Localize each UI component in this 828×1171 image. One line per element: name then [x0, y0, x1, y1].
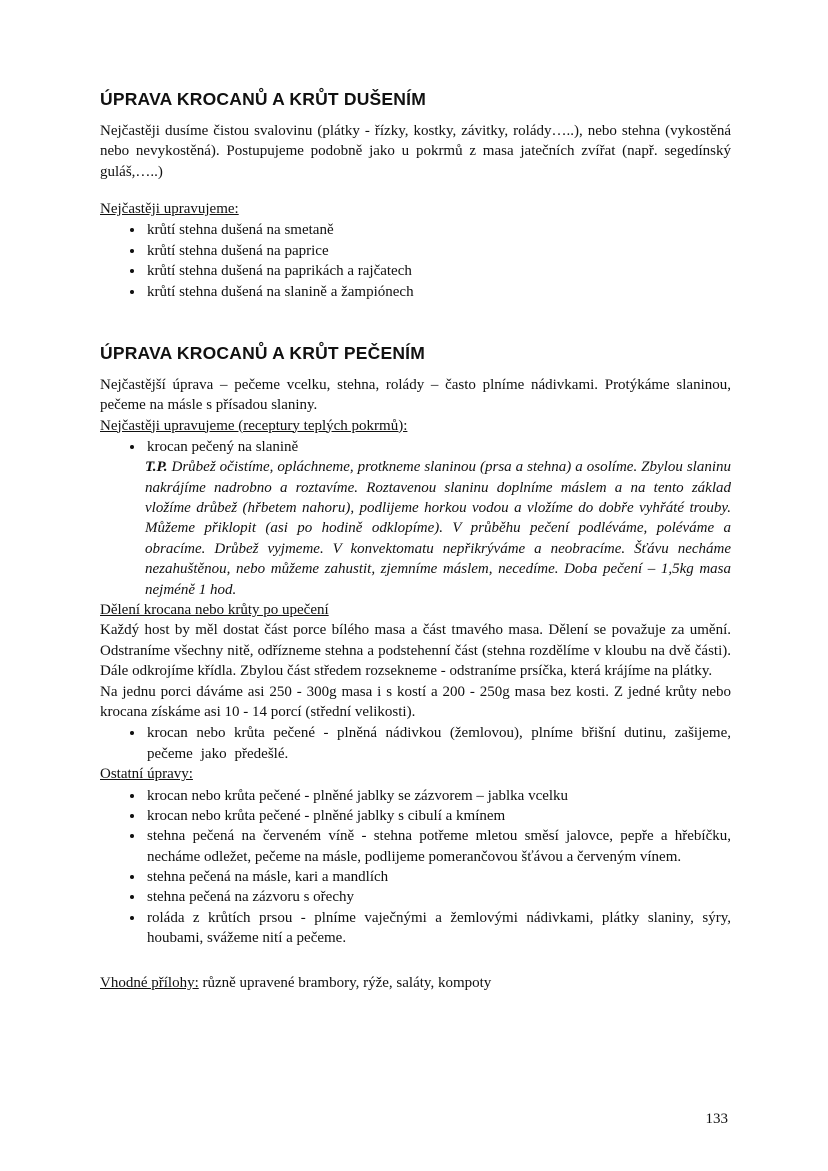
- stewing-subheading: Nejčastěji upravujeme:: [100, 200, 239, 217]
- division-paragraph-2: Na jednu porci dáváme asi 250 - 300g masa i s kostí a 200 - 250g masa bez kosti. Z jedné krůty nebo krocana získáme asi 10 - 14 porcí (střední velikosti).: [100, 683, 731, 720]
- recipe-procedure-paragraph: [145, 457, 731, 600]
- list-item: • krocan nebo krůta pečené - plněné jablky s cibulí a kmínem: [145, 806, 731, 826]
- stewing-bullet-list: [100, 220, 731, 302]
- list-item: • stehna pečená na červeném víně - stehna potřeme mletou směsí jalovce, pepře a hřebíčku, necháme odležet, pečeme na másle, podlijeme pomerančovou šťávou a červeným vínem.: [145, 826, 731, 867]
- list-item: • stehna pečená na zázvoru s ořechy: [145, 887, 731, 907]
- stuffed-bullet-list: [100, 723, 731, 764]
- list-item: • krůtí stehna dušená na slanině a žampiónech: [145, 282, 731, 302]
- tp-text: Drůbež očistíme, opláchneme, protkneme slaninou (prsa a stehna) a osolíme. Zbylou slaninu nakrájíme nadrobno a roztavíme. Roztavenou slaninu doplníme máslem a na tento základ vložíme drůbež (hřbetem nahoru), podlijeme horkou vodou a vložíme do dobře vyhřáté trouby. Můžeme přiklopit (asi po hodině odklopíme). V průběhu pečení podléváme, poléváme a obracíme. Drůbež vyjmeme. V konvektomatu nepřikrýváme a neobracíme. Šťávu necháme nezahuštěnou, nebo můžeme zahustit, zjemníme máslem, necedíme. Doba pečení – 1,5kg masa nejméně 1 hod.: [145, 459, 732, 598]
- list-item: • krocan pečený na slanině: [145, 437, 731, 457]
- stewing-intro-paragraph: Nejčastěji dusíme čistou svalovinu (plátky - řízky, kostky, závitky, rolády…..), nebo stehna (vykostěná nebo nevykostěná). Postupujeme podobně jako u pokrmů z masa jatečních zvířat (např. segedínský guláš,…..): [100, 122, 731, 180]
- roasting-intro-paragraph: Nejčastější úprava – pečeme vcelku, stehna, rolády – často plníme nádivkami. Protýkáme slaninou, pečeme na másle s přísadou slaniny.: [100, 376, 731, 414]
- division-heading: Dělení krocana nebo krůty po upečení: [100, 602, 329, 619]
- list-item: • krocan nebo krůta pečené - plněné jablky se zázvorem – jablka vcelku: [145, 786, 731, 806]
- section-title-stewing: ÚPRAVA KROCANŮ A KRŮT DUŠENÍM: [100, 89, 426, 109]
- roasting-bullet-list: [100, 437, 731, 457]
- section-stewing: [100, 88, 731, 302]
- side-dishes-label: Vhodné přílohy:: [100, 974, 199, 991]
- roasting-subheading: Nejčastěji upravujeme (receptury teplých pokrmů):: [100, 417, 408, 434]
- page-number: 133: [705, 1110, 728, 1127]
- division-paragraph-1: Každý host by měl dostat část porce bílého masa a část tmavého masa. Dělení se považuje za umění. Odstraníme všechny nitě, odřízneme stehna a podstehenní část (stehna rozdělíme v kloubu na dvě části). Dále odkrojíme křídla. Zbylou část středem rozsekneme - odstraníme prsíčka, která krájíme na plátky.: [100, 622, 731, 680]
- list-item: • stehna pečená na másle, kari a mandlích: [145, 867, 731, 887]
- list-item: • krůtí stehna dušená na paprice: [145, 241, 731, 261]
- other-preparations-list: [100, 786, 731, 949]
- side-dishes-text: různě upravené brambory, rýže, saláty, kompoty: [202, 974, 492, 991]
- list-item: • krůtí stehna dušená na smetaně: [145, 220, 731, 240]
- list-item: • krocan nebo krůta pečené - plněná nádivkou (žemlovou), plníme břišní dutinu, zašijeme, pečeme jako předešlé.: [145, 723, 731, 764]
- tp-label: T.P.: [145, 459, 168, 476]
- section-roasting: [100, 342, 731, 993]
- side-dishes-line: [100, 973, 731, 993]
- list-item: • krůtí stehna dušená na paprikách a rajčatech: [145, 261, 731, 281]
- section-title-roasting: ÚPRAVA KROCANŮ A KRŮT PEČENÍM: [100, 342, 426, 363]
- list-item: • roláda z krůtích prsou - plníme vaječnými a žemlovými nádivkami, plátky slaniny, sýry, houbami, svážeme nití a pečeme.: [145, 908, 731, 949]
- other-preparations-heading: Ostatní úpravy:: [100, 766, 193, 783]
